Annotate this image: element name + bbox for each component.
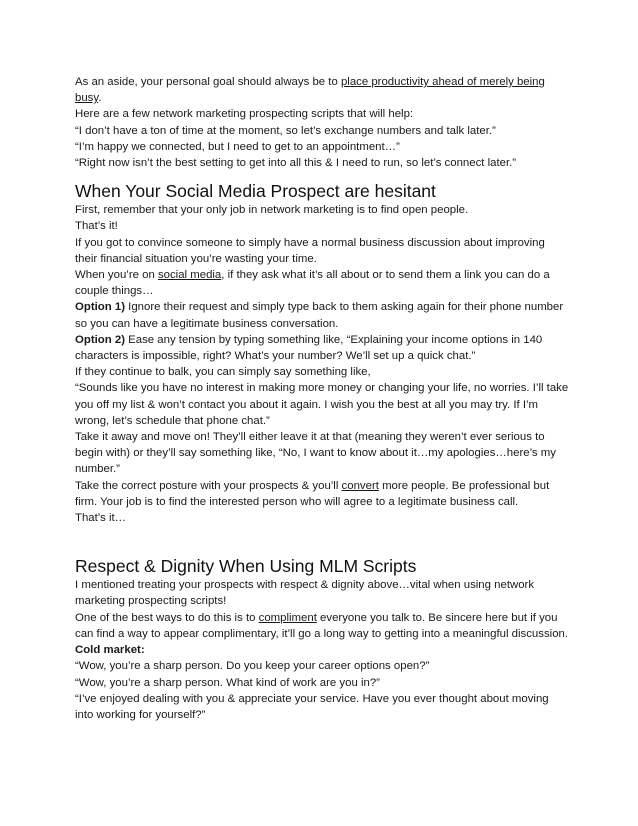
heading-hesitant: When Your Social Media Prospect are hesitant xyxy=(75,181,436,202)
aside-end: . xyxy=(98,92,102,105)
hesitant-paragraph-2: That’s it! xyxy=(75,220,118,233)
p4-end: , if they ask what it’s all about or to send them a link you can do a couple things… xyxy=(75,269,550,298)
hesitant-paragraph-4 xyxy=(75,267,570,299)
convert-link[interactable]: convert xyxy=(341,479,379,492)
hesitant-paragraph-8 xyxy=(75,478,570,510)
p8-start: Take the correct posture with your prospects & you’ll xyxy=(75,479,342,492)
option-1-paragraph xyxy=(75,299,570,331)
respect-paragraph-2 xyxy=(75,610,570,642)
hesitant-paragraph-5: If they continue to balk, you can simply say something like, xyxy=(75,366,371,379)
document-page xyxy=(75,74,570,723)
heading-respect: Respect & Dignity When Using MLM Scripts xyxy=(75,556,417,577)
option-1-text: Ignore their request and simply type back to them asking again for their phone number so you can have a legitimate business conversation. xyxy=(75,301,564,330)
hesitant-paragraph-7: Take it away and move on! They’ll either leave it at that (meaning they weren’t ever serious to begin with) or they’ll say something like, “No, I want to know about it…my apologies…here’s my number.” xyxy=(75,431,556,476)
option-1-label: Option 1) xyxy=(75,301,125,314)
cold-quote-1: “Wow, you’re a sharp person. Do you keep your career options open?” xyxy=(75,660,430,673)
script-quote-1: “I don’t have a ton of time at the moment, so let’s exchange numbers and talk later.” xyxy=(75,124,496,137)
cold-quote-2: “Wow, you’re a sharp person. What kind of work are you in?” xyxy=(75,676,380,689)
productivity-link[interactable]: place productivity ahead of merely being busy xyxy=(75,76,545,105)
p2-start: One of the best ways to do this is to xyxy=(75,611,259,624)
scripts-intro: Here are a few network marketing prospecting scripts that will help: xyxy=(75,108,414,121)
compliment-link[interactable]: compliment xyxy=(258,611,317,624)
hesitant-paragraph-6: “Sounds like you have no interest in making more money or changing your life, no worries. I’ll take you off my list & won’t contact you about it again. I wish you the best at all you may try. If I’m wrong, let’s schedule that phone chat.” xyxy=(75,382,569,427)
p2-end: everyone you talk to. Be sincere here but if you can find a way to appear complimentary, it’ll go a long way to getting into a meaningful discussion. xyxy=(75,611,569,640)
hesitant-paragraph-3: If you got to convince someone to simply have a normal business discussion about improving their financial situation you’re wasting your time. xyxy=(75,236,545,265)
hesitant-paragraph-9: That’s it… xyxy=(75,512,127,525)
cold-market-label: Cold market: xyxy=(75,644,145,657)
aside-paragraph xyxy=(75,74,570,106)
script-quote-3: “Right now isn’t the best setting to get into all this & I need to run, so let’s connect later.” xyxy=(75,157,517,170)
aside-text: As an aside, your personal goal should always be to xyxy=(75,76,341,88)
p8-end: more people. Be professional but firm. Your job is to find the interested person who will agree to a legitimate business call. xyxy=(75,479,550,508)
option-2-text: Ease any tension by typing something like, “Explaining your income options in 140 characters is impossible, right? What’s your number? We’ll set up a quick chat.” xyxy=(75,333,543,363)
script-quote-2: “I’m happy we connected, but I need to get to an appointment…” xyxy=(75,140,400,153)
cold-quote-3: “I’ve enjoyed dealing with you & appreciate your service. Have you ever thought about moving into working for yourself?” xyxy=(75,692,549,721)
option-2-label: Option 2) xyxy=(75,333,125,346)
cold-market-label-line xyxy=(75,642,570,658)
respect-paragraph-1: I mentioned treating your prospects with respect & dignity above…vital when using network marketing prospecting scripts! xyxy=(75,579,535,608)
social-media-link[interactable]: social media xyxy=(157,269,222,282)
option-2-paragraph xyxy=(75,332,570,364)
p4-start: When you’re on xyxy=(75,269,158,282)
hesitant-paragraph-1: First, remember that your only job in network marketing is to find open people. xyxy=(75,204,469,217)
